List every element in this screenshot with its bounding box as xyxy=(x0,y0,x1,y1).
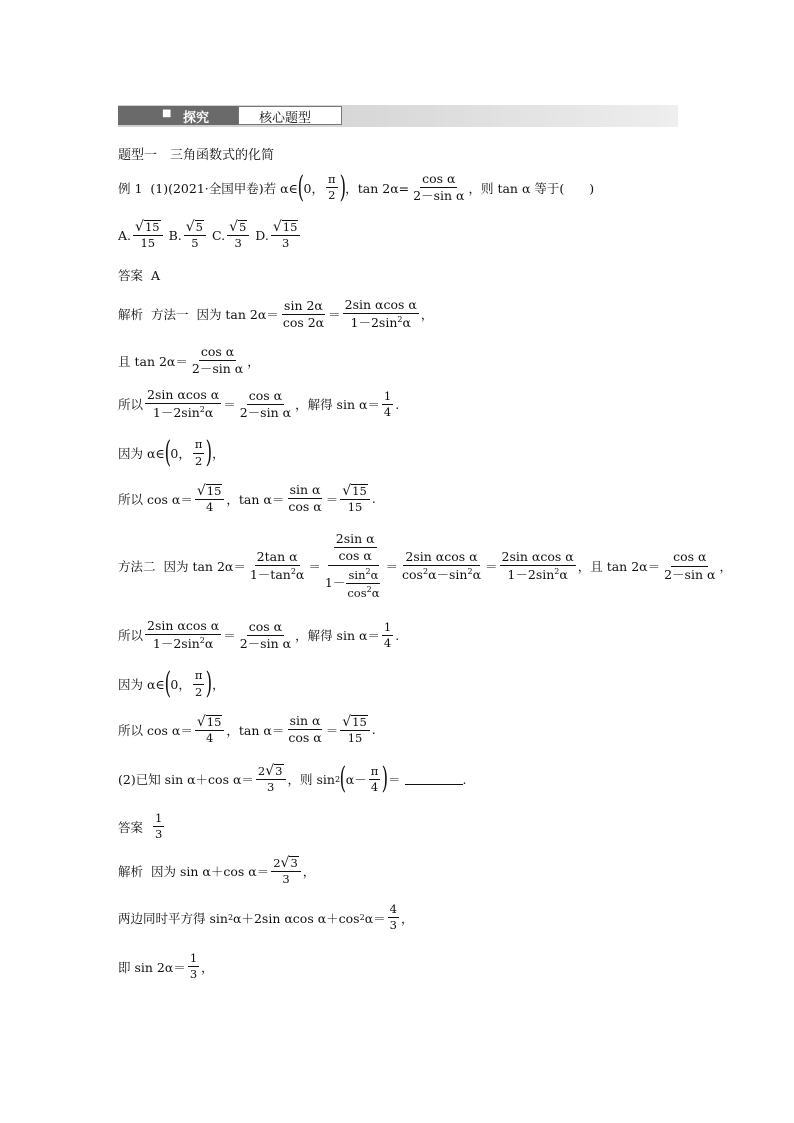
answer-blank[interactable] xyxy=(405,774,463,785)
frac-one-quarter: $\frac{1}{4}$ xyxy=(383,619,392,650)
solution-1-method-2: 方法二 因为 tan 2α＝ $\frac{\text{2tan α}}{1-\tan^2\alpha}$ ＝ $\frac{\text{2sin α}}{\text{cos α}}$ 1－ $\frac{\sin^2\alpha}{\cos^2\alpha}$ ＝ $\frac{\text{2sin αcos α}}{\cos^2\alpha-\sin^2\alpha}$ ＝ $\frac{\text{2sin αcos α}}{1-2\sin^2\alpha}$ ，且 tan 2α＝ $\frac{\text{cos α}}{\text{2－sin α}}$ ， xyxy=(118,531,732,600)
solution-1-line-3: 所以 $\frac{\text{2sin αcos α}}{1-2\sin^2\alpha}$ ＝ $\frac{\text{cos α}}{\text{2－sin α}}$ ，解得 sin α＝ $\frac{1}{4}$ . xyxy=(118,387,400,421)
frac-2root3-over-3: 2 √ 3 3 xyxy=(271,856,301,886)
option-d-value: √ 15 3 xyxy=(271,220,301,250)
frac-cos-over-2-minus-sin: $\frac{\text{cos α}}{\text{2－sin α}}$ xyxy=(239,387,292,420)
example-1-question: 例 1 (1)(2021·全国甲卷)若 α∈ ( 0， $\frac{\pi}{2}$ ) ，tan 2α= $\frac{\text{cos α}}{\text{2－sin α}}$ ，则 tan α 等于( ) xyxy=(118,169,595,205)
option-c-label: C. xyxy=(211,227,226,243)
frac-compound: $\frac{\text{2sin α}}{\text{cos α}}$ 1－ $\frac{\sin^2\alpha}{\cos^2\alpha}$ xyxy=(324,531,380,600)
frac-root15-over-4: √ 15 4 xyxy=(195,484,225,514)
paren-close: ) xyxy=(206,435,213,470)
frac-tan-double: $\frac{\text{2tan α}}{1-\tan^2\alpha}$ xyxy=(249,548,305,583)
frac-cos-over-2-minus-sin: $\frac{\text{cos α}}{\text{2－sin α}}$ xyxy=(413,171,465,204)
frac-four-thirds: $\frac{4}{3}$ xyxy=(389,902,397,933)
paren-open: ( xyxy=(297,169,304,205)
paren-open: ( xyxy=(339,761,347,797)
answer-2-value: $\frac{1}{3}$ xyxy=(154,811,163,842)
frac-sin-cos-over-diff: $\frac{\text{2sin αcos α}}{\cos^2\alpha-\sin^2\alpha}$ xyxy=(402,548,482,583)
solution-2-line-4: 所以 cos α＝ √ 15 4 ，tan α＝ $\frac{\text{sin α}}{\text{cos α}}$ ＝ √ 15 15 . xyxy=(118,713,376,746)
frac-root15-over-15: √ 15 15 xyxy=(340,715,370,745)
paren-open: ( xyxy=(164,666,171,701)
option-a-label: A. xyxy=(118,227,132,243)
solution-1-line-2: 且 tan 2α＝ $\frac{\text{cos α}}{\text{2－sin α}}$ ， xyxy=(118,344,260,377)
frac-2root3-over-3: 2 √ 3 3 xyxy=(256,764,286,794)
solution-label: 解析 xyxy=(118,864,144,880)
answer-label: 答案 xyxy=(118,268,144,283)
frac-sin2a-over-cos2a: $\frac{\sin 2\alpha}{\cos 2\alpha}$ xyxy=(282,297,325,330)
answer-1 xyxy=(118,266,160,284)
paren-close: ) xyxy=(206,666,213,701)
header-tab-explore: 探究 xyxy=(183,111,210,126)
solution-2-part-line-1: 解析 因为 sin α＋cos α＝ 2 √ 3 3 ， xyxy=(118,855,316,887)
frac-pi-over-4: $\frac{\pi}{4}$ xyxy=(370,763,379,794)
solution-1-line-5: 所以 cos α＝ √ 15 4 ，tan α＝ $\frac{\text{sin α}}{\text{cos α}}$ ＝ √ 15 15 . xyxy=(118,482,376,515)
example-label: 例 1 xyxy=(118,180,143,196)
answer-label: 答案 xyxy=(118,819,144,835)
example-1-part-2-question: (2)已知 sin α＋cos α＝ 2 √ 3 3 ，则 sin 2 ( α－ $\frac{\pi}{4}$ ) ＝ . xyxy=(118,761,467,797)
frac-sin-over-cos: $\frac{\text{sin α}}{\text{cos α}}$ xyxy=(288,713,322,746)
header-tab-core: 核心题型 xyxy=(259,111,312,126)
method-2-label: 方法二 xyxy=(118,559,156,575)
solution-2-part-line-2: 两边同时平方得 sin 2 α＋2sin αcos α＋cos 2 α＝ $\frac{4}{3}$ ， xyxy=(118,902,414,933)
section-title: 题型一 三角函数式的化简 xyxy=(118,148,275,163)
solution-1-line-4: 因为 α∈ ( 0， $\frac{\pi}{2}$ ) ， xyxy=(118,435,225,470)
frac-root15-over-15: √ 15 15 xyxy=(340,484,370,514)
frac-pi-over-2: $\frac{\pi}{2}$ xyxy=(327,172,336,203)
frac-cos-over-2-minus-sin: $\frac{\text{cos α}}{\text{2－sin α}}$ xyxy=(239,618,292,651)
solution-label: 解析 xyxy=(118,307,144,323)
frac-cos-over-2-minus-sin: $\frac{\text{cos α}}{\text{2－sin α}}$ xyxy=(191,344,244,377)
frac-one-third: $\frac{1}{3}$ xyxy=(189,951,198,982)
header-square-icon: ■ xyxy=(162,108,172,119)
solution-2-part-line-3: 即 sin 2α＝ $\frac{1}{3}$ ， xyxy=(118,951,214,982)
answer-value: A xyxy=(150,267,160,283)
example-1-options xyxy=(118,220,302,250)
frac-cos-over-2-minus-sin: $\frac{\text{cos α}}{\text{2－sin α}}$ xyxy=(664,549,716,582)
frac-double-angle: $\frac{\text{2sin αcos α}}{1-2\sin^2\alpha}$ xyxy=(147,387,220,421)
frac-double-angle: $\frac{\text{2sin αcos α}}{1-2\sin^2\alpha}$ xyxy=(501,548,574,583)
frac-double-angle: $\frac{\text{2sin αcos α}}{1-2\sin^2\alpha}$ xyxy=(344,297,417,331)
frac-pi-over-2: $\frac{\pi}{2}$ xyxy=(194,437,203,468)
frac-pi-over-2: $\frac{\pi}{2}$ xyxy=(194,668,203,699)
frac-sin-over-cos: $\frac{\text{sin α}}{\text{cos α}}$ xyxy=(288,482,322,515)
solution-2-line-3: 因为 α∈ ( 0， $\frac{\pi}{2}$ ) ， xyxy=(118,666,225,701)
option-b-value: √ 5 5 xyxy=(184,220,206,250)
paren-open: ( xyxy=(164,435,171,470)
option-b-label: B. xyxy=(168,227,182,243)
option-c-value: √ 5 3 xyxy=(227,220,249,250)
section-header-dark-tab xyxy=(118,106,238,125)
paren-close: ) xyxy=(339,169,346,205)
frac-root15-over-4: √ 15 4 xyxy=(195,715,225,745)
option-d-label: D. xyxy=(255,227,269,243)
frac-one-quarter: $\frac{1}{4}$ xyxy=(383,388,392,419)
answer-2 xyxy=(118,812,166,841)
solution-1-line-1: 解析 方法一 因为 tan 2α＝ $\frac{\sin 2\alpha}{\cos 2\alpha}$ ＝ $\frac{\text{2sin αcos α}}{1-2\sin^2\alpha}$ ， xyxy=(118,297,434,331)
paren-close: ) xyxy=(381,761,389,797)
option-a-value: √ 15 15 xyxy=(133,220,163,250)
solution-2-line-2: 所以 $\frac{\text{2sin αcos α}}{1-2\sin^2\alpha}$ ＝ $\frac{\text{cos α}}{\text{2－sin α}}$ ，解得 sin α＝ $\frac{1}{4}$ . xyxy=(118,618,400,652)
method-1-label: 方法一 xyxy=(150,307,189,323)
frac-double-angle: $\frac{\text{2sin αcos α}}{1-2\sin^2\alpha}$ xyxy=(147,618,220,652)
